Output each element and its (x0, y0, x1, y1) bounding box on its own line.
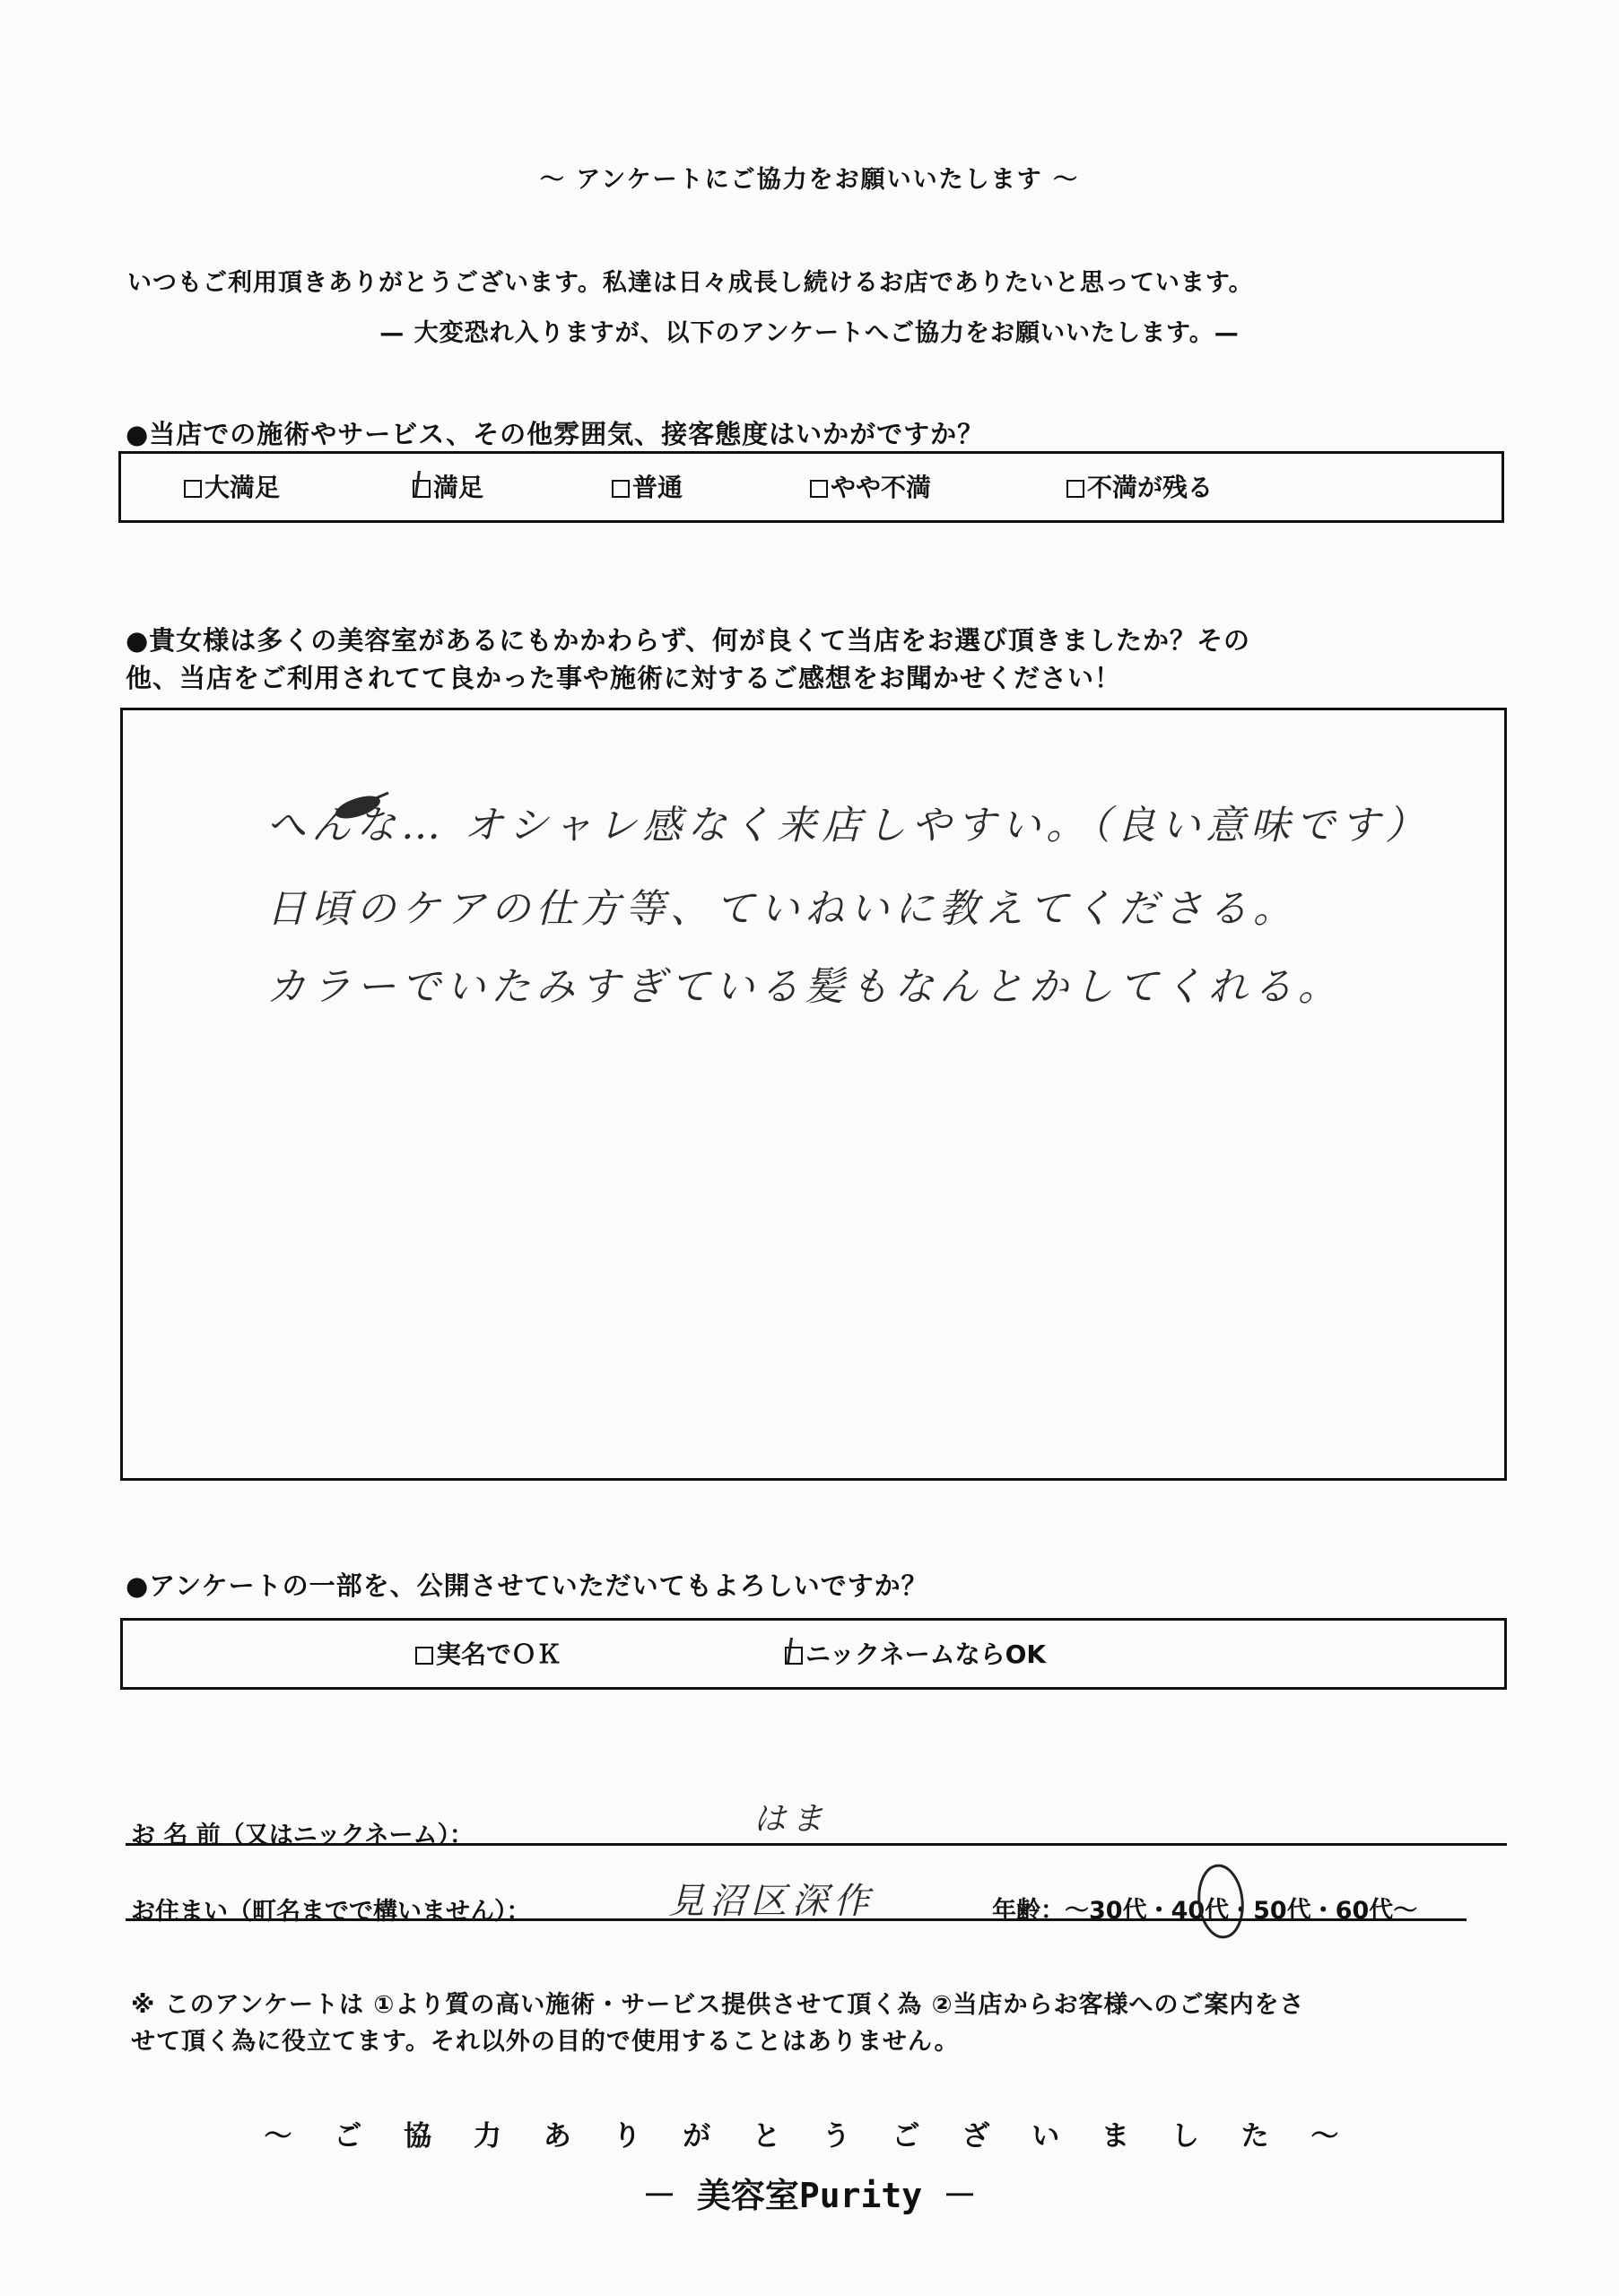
question-publish-consent: ●アンケートの一部を、公開させていただいてもよろしいですか？ (126, 1570, 928, 1601)
option-label: 実名でＯＫ (436, 1639, 562, 1669)
thanks-text: 〜 ご 協 力 あ り が と う ご ざ い ま し た 〜 (264, 2120, 1355, 2152)
option-label: 普通 (632, 473, 683, 502)
handwritten-comment-line: カラーでいたみすぎている髪もなんとかしてくれる。 (266, 964, 1343, 1010)
option-label: 大満足 (205, 473, 281, 502)
question-reasons-line1: ●貴女様は多くの美容室があるにもかかわらず、何が良くて当店をお選び頂きましたか？その (126, 625, 1250, 656)
intro-text: いつもご利用頂きありがとうございます。私達は日々成長し続けるお店でありたいと思っています。 (127, 269, 1254, 297)
handwritten-comment-line: 日頃のケアの仕方等、ていねいに教えてくださる。 (266, 886, 1298, 932)
check-mark-icon (787, 1638, 807, 1663)
intro-request: — 大変恐れ入りますが、以下のアンケートへご協力をお願いいたします。— (379, 319, 1240, 347)
option-nickname-ok[interactable] (785, 1635, 1046, 1671)
address-value[interactable]: 見沼区深作 (668, 1881, 875, 1922)
option-very-satisfied[interactable] (184, 468, 280, 504)
name-underline (126, 1843, 1507, 1846)
check-mark-icon (414, 471, 435, 496)
option-satisfied[interactable] (413, 468, 483, 504)
option-real-name-ok[interactable] (415, 1635, 561, 1671)
checkbox[interactable] (612, 480, 630, 498)
option-label: 不満が残る (1087, 473, 1214, 502)
name-value[interactable]: はま (753, 1801, 830, 1838)
checkbox[interactable] (1066, 480, 1084, 498)
comment-box[interactable] (120, 708, 1507, 1481)
option-label: ニックネームならOK (805, 1639, 1047, 1669)
address-underline (126, 1918, 1467, 1921)
satisfaction-options-box (118, 451, 1504, 523)
privacy-note-line2: せて頂く為に役立てます。それ以外の目的で使用することはありません。 (131, 2028, 960, 2056)
age-label: 年齢：〜30代・40代・50代・60代〜 (992, 1897, 1418, 1925)
question-satisfaction: ●当店での施術やサービス、その他雰囲気、接客態度はいかがですか？ (126, 419, 985, 449)
checkbox[interactable] (415, 1647, 433, 1665)
privacy-note-line1: ※ このアンケートは ①より質の高い施術・サービス提供させて頂く為 ②当店からお客様へのご案内をさ (131, 1991, 1305, 2019)
option-dissatisfied[interactable] (1066, 468, 1213, 504)
publish-options-box (120, 1618, 1507, 1690)
checkbox[interactable] (810, 480, 828, 498)
option-somewhat-dissatisfied[interactable] (810, 468, 931, 504)
address-label: お住まい（町名までで構いません）： (131, 1898, 531, 1926)
option-label: 満足 (433, 473, 484, 502)
name-label: お 名 前（又はニックネーム）： (131, 1822, 474, 1849)
handwritten-comment-line: へんな… オシャレ感なく来店しやすい。（良い意味です） (266, 803, 1431, 848)
survey-title: 〜 アンケートにご協力をお願いいたします 〜 (539, 166, 1080, 194)
shop-name: － 美容室Purity － (641, 2176, 978, 2215)
checkbox-checked[interactable] (785, 1647, 803, 1665)
checkbox[interactable] (184, 480, 202, 498)
checkbox-checked[interactable] (413, 480, 431, 498)
option-label: やや不満 (831, 473, 932, 502)
question-reasons-line2: 他、当店をご利用されてて良かった事や施術に対するご感想をお聞かせください！ (126, 663, 1122, 693)
option-neutral[interactable] (612, 468, 683, 504)
age-circle-mark (1193, 1860, 1249, 1943)
